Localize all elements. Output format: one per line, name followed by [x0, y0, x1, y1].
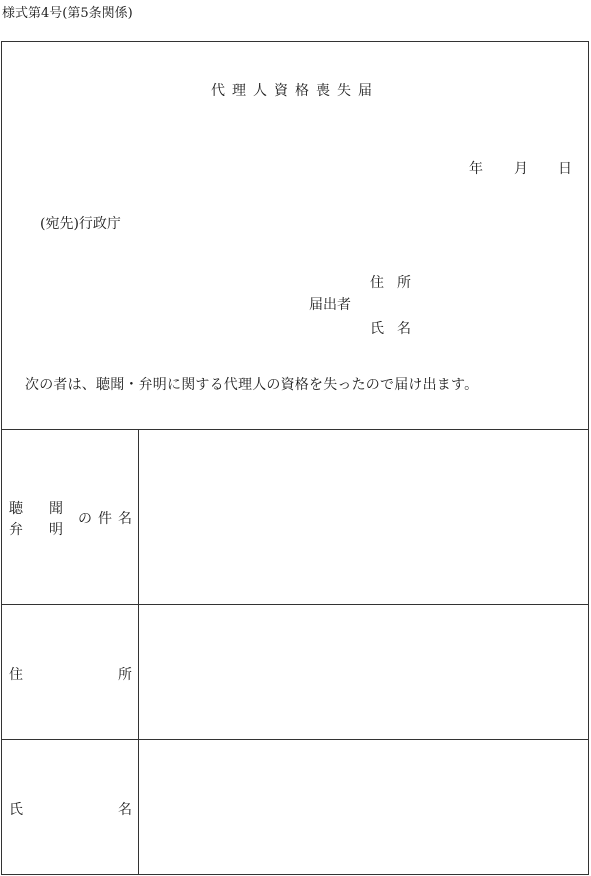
- form-header-section: [2, 42, 588, 430]
- name-row: [2, 740, 588, 874]
- address-label-cell: [2, 605, 139, 739]
- case-label-explanation-1: 弁: [9, 522, 23, 538]
- addressee: (宛先)行政庁: [40, 216, 121, 232]
- notifier-address-label-2: 所: [397, 275, 411, 291]
- date-month-label: 月: [514, 161, 528, 177]
- address-value-field[interactable]: [139, 605, 588, 739]
- notification-form: [1, 41, 589, 875]
- case-label-hearing-2: 聞: [49, 501, 63, 517]
- case-label-suffix-2: 件: [98, 511, 112, 527]
- case-label-explanation-2: 明: [49, 522, 63, 538]
- case-label-suffix-1: の: [78, 511, 92, 527]
- case-title-row: [2, 429, 588, 605]
- case-title-value-field[interactable]: [139, 429, 588, 604]
- form-title: 代理人資格喪失届: [211, 83, 379, 99]
- date-day-label: 日: [558, 161, 572, 177]
- form-number: 様式第4号(第5条関係): [2, 6, 133, 21]
- address-label-1: 住: [9, 667, 23, 683]
- notifier-label: 届出者: [309, 297, 351, 313]
- notifier-name-label-1: 氏: [370, 321, 384, 337]
- date-year-label: 年: [469, 161, 483, 177]
- case-title-label-cell: [2, 429, 139, 604]
- case-label-hearing-1: 聴: [9, 501, 23, 517]
- declaration-statement: 次の者は、聴聞・弁明に関する代理人の資格を失ったので届け出ます。: [25, 377, 479, 393]
- name-label-2: 名: [118, 802, 132, 818]
- name-label-cell: [2, 740, 139, 874]
- case-label-suffix-3: 名: [118, 511, 132, 527]
- notifier-name-label-2: 名: [397, 321, 411, 337]
- name-label-1: 氏: [9, 802, 23, 818]
- address-row: [2, 605, 588, 740]
- notifier-address-label-1: 住: [370, 275, 384, 291]
- name-value-field[interactable]: [139, 740, 588, 874]
- address-label-2: 所: [118, 667, 132, 683]
